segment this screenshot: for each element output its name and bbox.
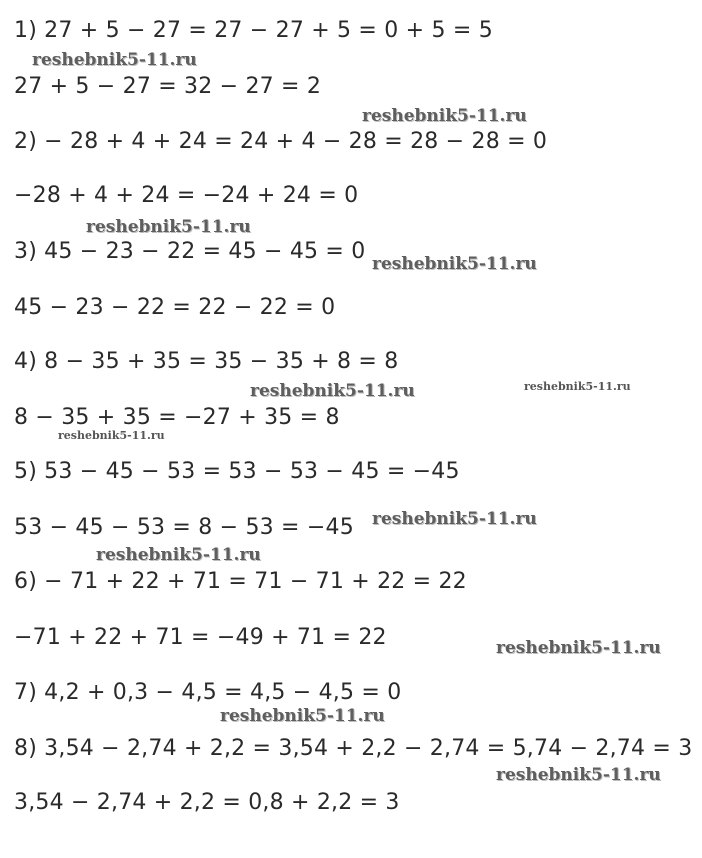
equation-line: 7) 4,2 + 0,3 − 4,5 = 4,5 − 4,5 = 0 [14,680,402,705]
equation-line: −28 + 4 + 24 = −24 + 24 = 0 [14,183,359,208]
watermark: reshebnik5-11.ru [96,545,261,565]
watermark: reshebnik5-11.ru [32,50,197,70]
equation-line: −71 + 22 + 71 = −49 + 71 = 22 [14,625,387,650]
watermark: reshebnik5-11.ru [372,254,537,274]
equation-line: 8 − 35 + 35 = −27 + 35 = 8 [14,405,340,430]
equation-line: 5) 53 − 45 − 53 = 53 − 53 − 45 = −45 [14,459,460,484]
watermark: reshebnik5-11.ru [58,429,165,442]
equation-line: 6) − 71 + 22 + 71 = 71 − 71 + 22 = 22 [14,569,467,594]
equation-line: 4) 8 − 35 + 35 = 35 − 35 + 8 = 8 [14,349,399,374]
equation-line: 2) − 28 + 4 + 24 = 24 + 4 − 28 = 28 − 28 = 0 [14,129,548,154]
equation-line: 45 − 23 − 22 = 22 − 22 = 0 [14,295,336,320]
equation-line: 1) 27 + 5 − 27 = 27 − 27 + 5 = 0 + 5 = 5 [14,18,493,43]
watermark: reshebnik5-11.ru [220,706,385,726]
watermark: reshebnik5-11.ru [86,217,251,237]
watermark: reshebnik5-11.ru [496,638,661,658]
watermark: reshebnik5-11.ru [524,380,631,393]
equation-line: 3,54 − 2,74 + 2,2 = 0,8 + 2,2 = 3 [14,790,400,815]
equation-line: 53 − 45 − 53 = 8 − 53 = −45 [14,515,354,540]
equation-line: 27 + 5 − 27 = 32 − 27 = 2 [14,74,322,99]
watermark: reshebnik5-11.ru [372,509,537,529]
equation-line: 3) 45 − 23 − 22 = 45 − 45 = 0 [14,239,366,264]
watermark: reshebnik5-11.ru [362,106,527,126]
equation-line: 8) 3,54 − 2,74 + 2,2 = 3,54 + 2,2 − 2,74 = 5,74 − 2,74 = 3 [14,736,693,761]
watermark: reshebnik5-11.ru [250,381,415,401]
watermark: reshebnik5-11.ru [496,765,661,785]
